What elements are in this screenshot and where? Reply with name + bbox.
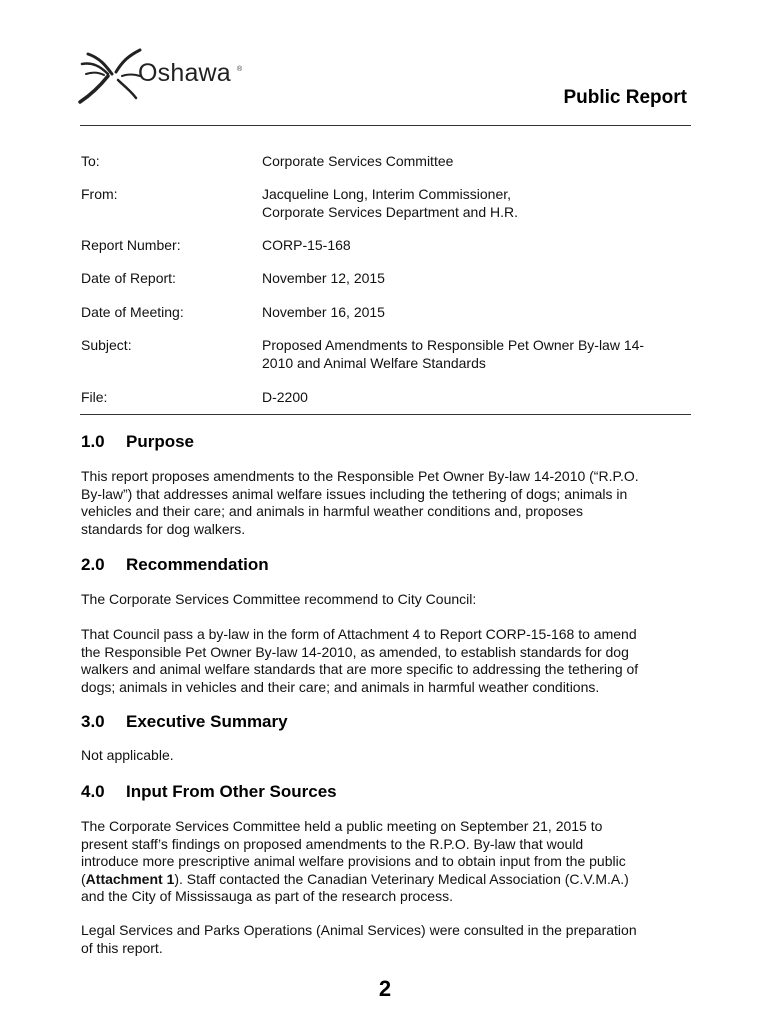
text-line — [81, 871, 691, 889]
text-fragment: ). Staff contacted the Canadian Veterinary Medical Association (C.V.M.A.) — [174, 870, 629, 887]
meta-label: From: — [81, 186, 118, 202]
meta-label: Report Number: — [81, 237, 181, 253]
text-line: the Responsible Pet Owner By-law 14-2010, as amended, to establish standards for dog — [81, 643, 629, 660]
purpose-paragraph — [81, 468, 691, 538]
text-line: The Corporate Services Committee held a public meeting on September 21, 2015 to — [81, 818, 603, 834]
meta-value-line: Proposed Amendments to Responsible Pet Owner By-law 14- — [262, 337, 645, 353]
meta-value-line: November 16, 2015 — [262, 304, 385, 320]
text-line: Legal Services and Parks Operations (Animal Services) were consulted in the preparation — [81, 922, 637, 938]
meta-value — [262, 185, 692, 221]
text-line: This report proposes amendments to the Responsible Pet Owner By-law 14-2010 (“R.P.O. — [81, 468, 639, 484]
text-line: walkers and animal welfare standards that are more specific to addressing the tethering of — [81, 661, 639, 678]
meta-divider — [80, 414, 691, 415]
page-title: Public Report — [563, 87, 687, 108]
text-line: Not applicable. — [81, 747, 174, 763]
header-divider — [80, 125, 691, 126]
meta-value-line: Corporate Services Committee — [262, 153, 454, 169]
input-sources-paragraph — [81, 818, 691, 906]
meta-value — [262, 152, 692, 170]
text-line: present staff’s findings on proposed amendments to the R.P.O. By-law that would — [81, 835, 584, 852]
text-line: introduce more prescriptive animal welfare provisions and to obtain input from the public — [81, 853, 626, 870]
meta-label: File: — [81, 389, 108, 405]
meta-label: Date of Report: — [81, 270, 176, 286]
recommendation-paragraph — [81, 626, 691, 696]
text-line: That Council pass a by-law in the form of Attachment 4 to Report CORP-15-168 to amend — [81, 626, 637, 642]
section-number: 3.0 — [81, 712, 105, 731]
section-number: 2.0 — [81, 555, 105, 574]
legal-services-paragraph — [81, 922, 691, 957]
text-line: and the City of Mississauga as part of the research process. — [81, 888, 453, 905]
section-title: Executive Summary — [126, 712, 288, 731]
attachment-reference: Attachment 1 — [85, 870, 175, 887]
meta-value-line: CORP-15-168 — [262, 237, 351, 253]
meta-value — [262, 303, 692, 321]
meta-value-line: Corporate Services Department and H.R. — [262, 204, 518, 220]
logo-wordmark: Oshawa — [138, 59, 231, 87]
meta-value — [262, 388, 692, 406]
section-number: 4.0 — [81, 782, 105, 801]
meta-value — [262, 269, 692, 287]
section-title: Input From Other Sources — [126, 782, 337, 801]
text-line: of this report. — [81, 939, 163, 956]
text-line: The Corporate Services Committee recommend to City Council: — [81, 591, 477, 607]
text-line: standards for dog walkers. — [81, 520, 246, 537]
text-fragment: ( — [81, 870, 86, 887]
page-number: 2 — [378, 976, 392, 1001]
meta-label: To: — [81, 153, 100, 169]
text-line: vehicles and their care; and animals in harmful weather conditions and, proposes — [81, 503, 583, 520]
text-line: dogs; animals in vehicles and their care; and animals in harmful weather conditions. — [81, 678, 600, 695]
meta-value — [262, 336, 692, 372]
logo-registered-mark: ® — [237, 66, 243, 73]
meta-label: Subject: — [81, 337, 132, 353]
meta-value-line: D-2200 — [262, 389, 308, 405]
meta-value-line: November 12, 2015 — [262, 270, 385, 286]
oshawa-logo-icon — [78, 44, 142, 108]
meta-value-line: 2010 and Animal Welfare Standards — [262, 355, 486, 371]
recommendation-intro — [81, 591, 691, 609]
section-title: Recommendation — [126, 555, 269, 574]
meta-label: Date of Meeting: — [81, 304, 184, 320]
section-number: 1.0 — [81, 432, 105, 451]
section-title: Purpose — [126, 432, 195, 451]
executive-summary-paragraph — [81, 747, 691, 765]
text-line: By-law”) that addresses animal welfare issues including the tethering of dogs; animals in — [81, 485, 628, 502]
oshawa-logo — [78, 44, 258, 108]
meta-value — [262, 236, 692, 254]
meta-value-line: Jacqueline Long, Interim Commissioner, — [262, 186, 512, 202]
